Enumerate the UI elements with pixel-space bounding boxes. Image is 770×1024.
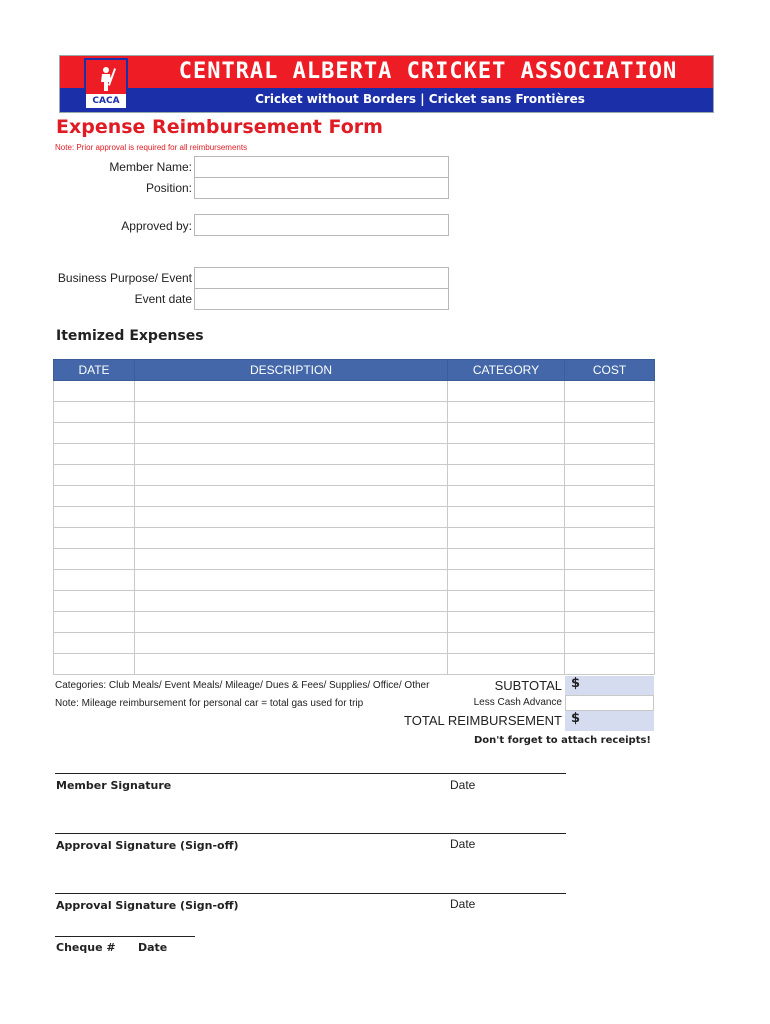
cheque-line[interactable] [55,936,195,937]
date-cell[interactable] [54,444,135,465]
form-title: Expense Reimbursement Form [56,116,383,138]
description-cell[interactable] [135,444,448,465]
category-cell[interactable] [448,402,565,423]
date-cell[interactable] [54,549,135,570]
business-purpose-field[interactable] [194,267,449,289]
description-cell[interactable] [135,507,448,528]
date-cell[interactable] [54,423,135,444]
date-cell[interactable] [54,570,135,591]
member-signature-label: Member Signature [56,779,172,792]
date-cell[interactable] [54,633,135,654]
description-cell[interactable] [135,381,448,402]
cost-cell[interactable] [565,633,655,654]
category-cell[interactable] [448,591,565,612]
logo-text: CACA [92,96,120,106]
member-signature-line[interactable] [55,773,566,774]
cost-cell[interactable] [565,654,655,675]
cost-cell[interactable] [565,549,655,570]
cost-cell[interactable] [565,507,655,528]
category-cell[interactable] [448,633,565,654]
description-cell[interactable] [135,486,448,507]
category-cell[interactable] [448,507,565,528]
col-category: CATEGORY [448,360,565,381]
table-row [54,633,655,654]
cheque-label: Cheque # [56,941,116,954]
member-name-field[interactable] [194,156,449,178]
table-row [54,402,655,423]
cricketer-icon [96,66,116,92]
table-row [54,423,655,444]
table-row [54,570,655,591]
itemized-expenses-title: Itemized Expenses [56,328,204,344]
cost-cell[interactable] [565,444,655,465]
description-cell[interactable] [135,612,448,633]
cost-cell[interactable] [565,465,655,486]
table-row [54,612,655,633]
col-description: DESCRIPTION [135,360,448,381]
mileage-note: Note: Mileage reimbursement for personal car = total gas used for trip [55,698,364,709]
cost-cell[interactable] [565,591,655,612]
approval-signature-label-2: Approval Signature (Sign-off) [56,899,239,912]
approval-signature-line-2[interactable] [55,893,566,894]
category-cell[interactable] [448,444,565,465]
cost-cell[interactable] [565,528,655,549]
cost-cell[interactable] [565,402,655,423]
subtotal-value[interactable]: $ [565,676,654,695]
approved-by-field[interactable] [194,214,449,236]
date-cell[interactable] [54,612,135,633]
subtotal-label: SUBTOTAL [494,678,562,693]
cash-advance-label: Less Cash Advance [473,697,562,708]
org-tagline: Cricket without Borders | Cricket sans Frontières [255,92,585,106]
approval-note: Note: Prior approval is required for all reimbursements [55,143,248,152]
approved-by-label: Approved by: [121,219,192,233]
category-cell[interactable] [448,612,565,633]
description-cell[interactable] [135,402,448,423]
expense-table-header [54,360,655,381]
table-row [54,654,655,675]
category-cell[interactable] [448,549,565,570]
org-title: CENTRAL ALBERTA CRICKET ASSOCIATION [178,59,678,84]
description-cell[interactable] [135,654,448,675]
category-cell[interactable] [448,486,565,507]
category-cell[interactable] [448,654,565,675]
event-date-label: Event date [134,292,192,306]
date-cell[interactable] [54,591,135,612]
approval-date-label-1: Date [450,837,476,851]
business-purpose-label: Business Purpose/ Event [57,271,192,285]
description-cell[interactable] [135,465,448,486]
category-cell[interactable] [448,528,565,549]
header-banner [59,55,714,113]
description-cell[interactable] [135,570,448,591]
description-cell[interactable] [135,549,448,570]
category-cell[interactable] [448,381,565,402]
table-row [54,528,655,549]
position-field[interactable] [194,177,449,199]
table-row [54,486,655,507]
cost-cell[interactable] [565,612,655,633]
description-cell[interactable] [135,528,448,549]
cost-cell[interactable] [565,570,655,591]
cost-cell[interactable] [565,423,655,444]
date-cell[interactable] [54,402,135,423]
table-row [54,381,655,402]
col-date: DATE [54,360,135,381]
table-row [54,444,655,465]
approval-date-label-2: Date [450,897,476,911]
cheque-date-label: Date [138,941,168,954]
cash-advance-value[interactable] [565,695,654,711]
table-row [54,549,655,570]
categories-note: Categories: Club Meals/ Event Meals/ Mileage/ Dues & Fees/ Supplies/ Office/ Other [55,680,430,691]
date-cell[interactable] [54,465,135,486]
date-cell[interactable] [54,486,135,507]
description-cell[interactable] [135,591,448,612]
description-cell[interactable] [135,423,448,444]
table-row [54,507,655,528]
date-cell[interactable] [54,528,135,549]
date-cell[interactable] [54,381,135,402]
date-cell[interactable] [54,507,135,528]
approval-signature-label-1: Approval Signature (Sign-off) [56,839,239,852]
member-date-label: Date [450,778,476,792]
date-cell[interactable] [54,654,135,675]
total-value[interactable]: $ [565,711,654,731]
caca-logo [84,58,128,110]
receipts-reminder: Don't forget to attach receipts! [474,735,651,746]
col-cost: COST [565,360,655,381]
expense-table [53,359,655,675]
category-cell[interactable] [448,570,565,591]
member-name-label: Member Name: [109,160,192,174]
category-cell[interactable] [448,423,565,444]
table-row [54,465,655,486]
cost-cell[interactable] [565,486,655,507]
category-cell[interactable] [448,465,565,486]
total-label: TOTAL REIMBURSEMENT [404,713,562,728]
description-cell[interactable] [135,633,448,654]
position-label: Position: [145,181,192,195]
cost-cell[interactable] [565,381,655,402]
table-row [54,591,655,612]
event-date-field[interactable] [194,288,449,310]
approval-signature-line-1[interactable] [55,833,566,834]
